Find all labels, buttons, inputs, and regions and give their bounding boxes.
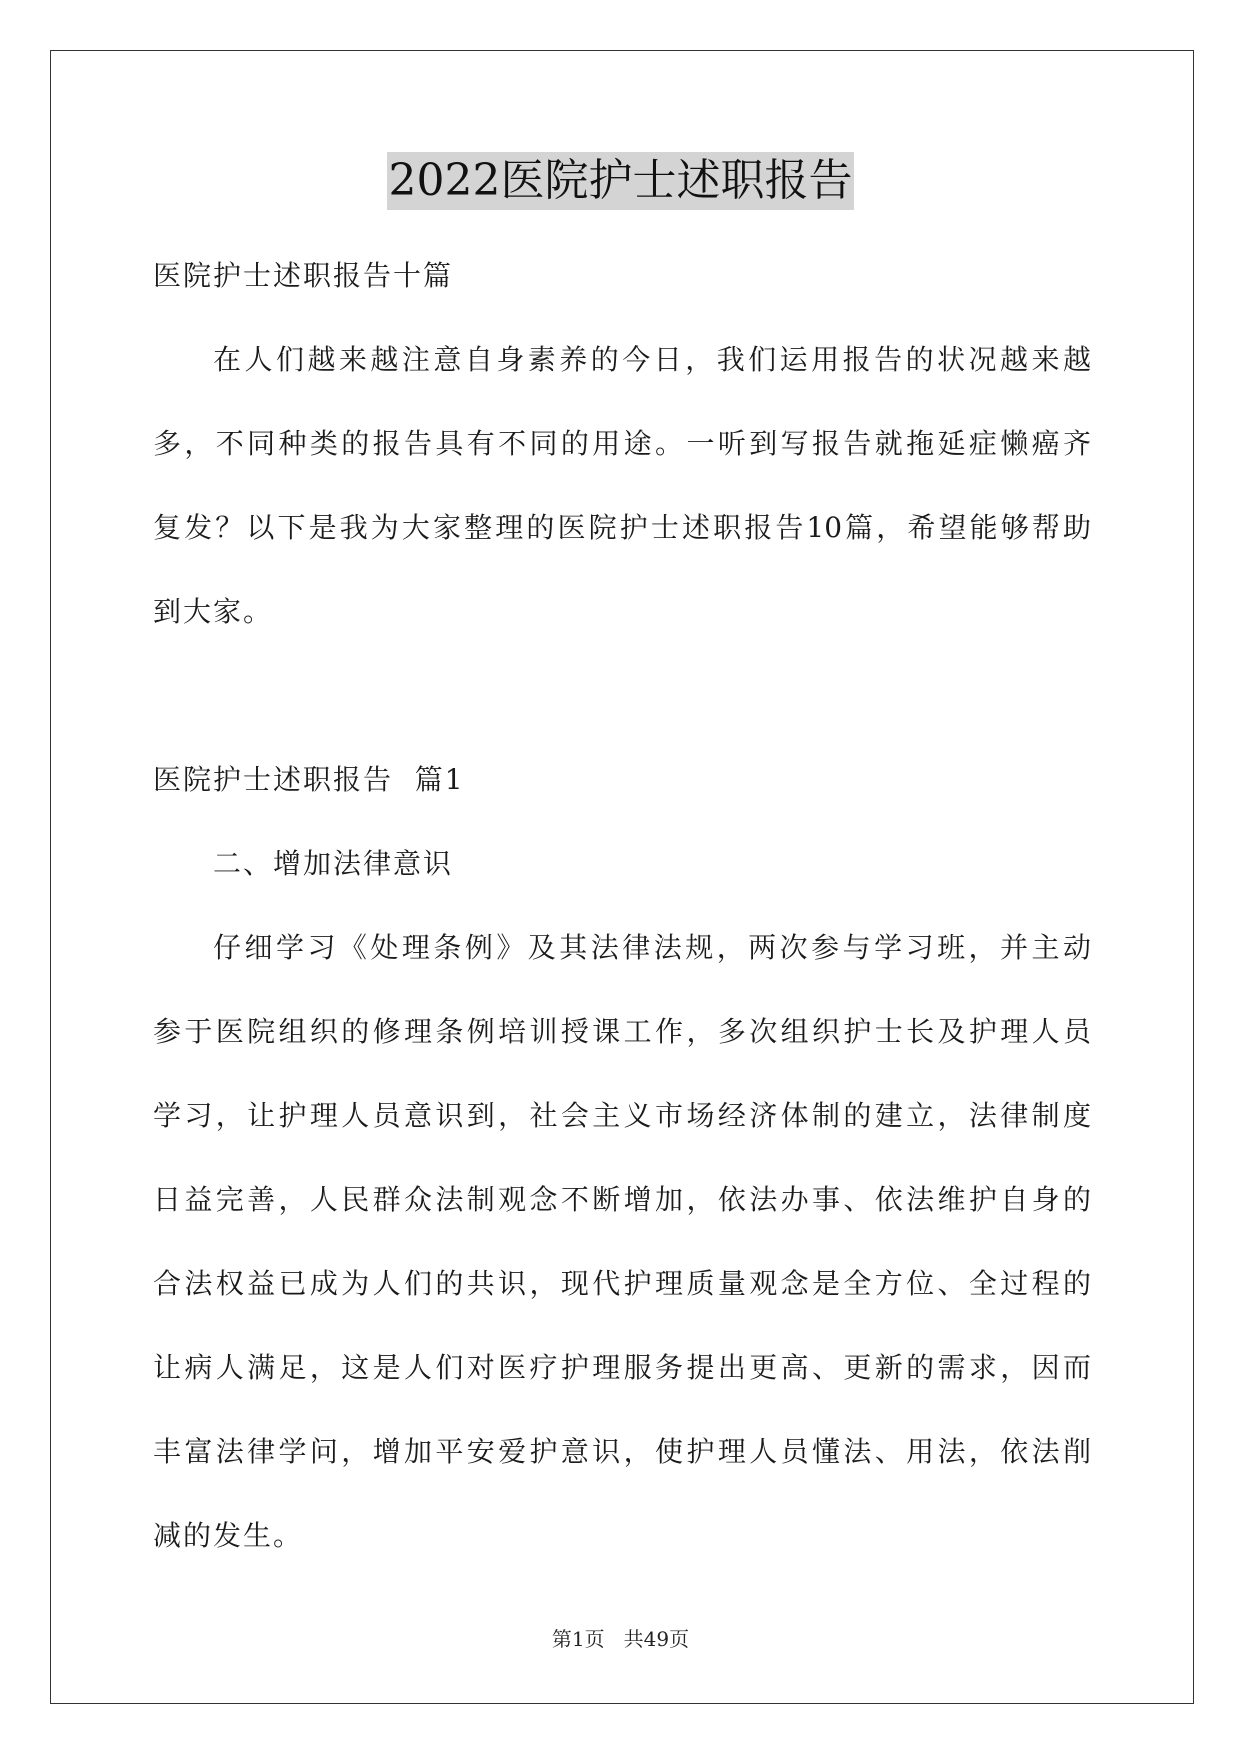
page-footer <box>0 1624 1241 1654</box>
document-subtitle: 医院护士述职报告十篇 <box>153 259 454 292</box>
body-line: 日益完善，人民群众法制观念不断增加，依法办事、依法维护自身的 <box>153 1183 1091 1216</box>
body-line: 参于医院组织的修理条例培训授课工作，多次组织护士长及护理人员 <box>153 1015 1091 1048</box>
body-line: 学习，让护理人员意识到，社会主义市场经济体制的建立，法律制度 <box>153 1099 1091 1132</box>
body-line: 合法权益已成为人们的共识，现代护理质量观念是全方位、全过程的 <box>153 1267 1091 1300</box>
document-body <box>153 234 1091 1578</box>
page-number-label: 第1页 共49页 <box>551 1627 690 1651</box>
body-line: 丰富法律学问，增加平安爱护意识，使护理人员懂法、用法，依法削 <box>153 1435 1091 1468</box>
paragraph-gap <box>153 654 1091 738</box>
subsection-heading: 二、增加法律意识 <box>213 847 454 880</box>
title-container <box>0 152 1241 210</box>
body-line: 仔细学习《处理条例》及其法律法规，两次参与学习班，并主动 <box>213 931 1091 964</box>
body-line: 让病人满足，这是人们对医疗护理服务提出更高、更新的需求，因而 <box>153 1351 1091 1384</box>
intro-line: 到大家。 <box>153 595 274 628</box>
body-line: 减的发生。 <box>153 1519 304 1552</box>
intro-line: 复发？以下是我为大家整理的医院护士述职报告10篇，希望能够帮助 <box>153 511 1091 544</box>
intro-line: 多，不同种类的报告具有不同的用途。一听到写报告就拖延症懒癌齐 <box>153 427 1091 460</box>
intro-line: 在人们越来越注意自身素养的今日，我们运用报告的状况越来越 <box>213 343 1091 376</box>
section-heading: 医院护士述职报告 篇1 <box>153 763 465 796</box>
document-title: 2022医院护士述职报告 <box>387 152 855 210</box>
